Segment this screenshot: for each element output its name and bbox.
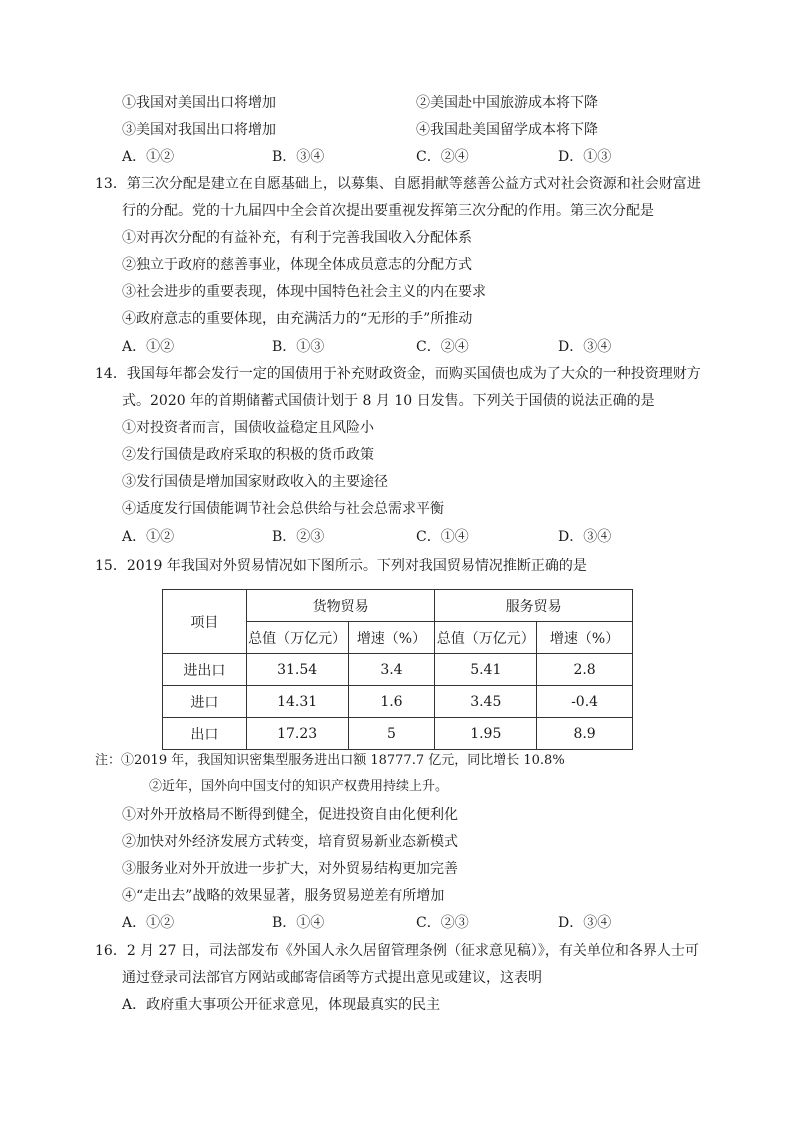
- services-total-cell: 1.95: [435, 718, 537, 750]
- q13-option-c: C．②④: [416, 339, 469, 355]
- q15-item-3: ③服务业对外开放进一步扩大，对外贸易结构更加完善: [122, 861, 458, 877]
- q12-item-2: ②美国赴中国旅游成本将下降: [416, 95, 598, 111]
- services-total-cell: 5.41: [435, 654, 537, 686]
- q13-item-1: ①对再次分配的有益补充，有利于完善我国收入分配体系: [122, 230, 472, 246]
- q15-note-1: 注：①2019 年，我国知识密集型服务进出口额 18777.7 亿元，同比增长 10.8%: [95, 753, 565, 768]
- q15-option-d: D．③④: [558, 915, 612, 931]
- q15-item-2: ②加快对外经济发展方式转变，培育贸易新业态新模式: [122, 834, 458, 850]
- q15-item-4: ④“走出去”战略的效果显著，服务贸易逆差有所增加: [122, 888, 445, 904]
- table-row: [163, 718, 633, 750]
- q14-option-b: B．②③: [272, 529, 325, 545]
- table-subheader-services-total: 总值（万亿元）: [435, 622, 537, 654]
- q12-option-a: A．①②: [122, 149, 175, 165]
- q15-note-2: ②近年，国外向中国支付的知识产权费用持续上升。: [149, 779, 449, 794]
- q12-option-c: C．②④: [416, 149, 469, 165]
- services-growth-cell: 8.9: [537, 718, 633, 750]
- q15-option-b: B．①④: [272, 915, 325, 931]
- row-label: 进出口: [163, 654, 247, 686]
- q13-stem-line-2: 行的分配。党的十九届四中全会首次提出要重视发挥第三次分配的作用。第三次分配是: [122, 203, 654, 219]
- q14-item-4: ④适度发行国债能调节社会总供给与社会总需求平衡: [122, 501, 444, 517]
- q13-option-d: D．③④: [558, 339, 612, 355]
- trade-table: [162, 589, 633, 750]
- q14-item-3: ③发行国债是增加国家财政收入的主要途径: [122, 474, 388, 490]
- table-row: [163, 686, 633, 718]
- row-label: 进口: [163, 686, 247, 718]
- q14-item-1: ①对投资者而言，国债收益稳定且风险小: [122, 420, 374, 436]
- q15-item-1: ①对外开放格局不断得到健全，促进投资自由化便利化: [122, 807, 458, 823]
- q16-option-a: A．政府重大事项公开征求意见，体现最真实的民主: [122, 997, 441, 1013]
- q15-option-c: C．②③: [416, 915, 469, 931]
- q13-option-b: B．①③: [272, 339, 325, 355]
- q13-item-3: ③社会进步的重要表现，体现中国特色社会主义的内在要求: [122, 284, 486, 300]
- services-growth-cell: 2.8: [537, 654, 633, 686]
- q12-option-d: D．①③: [558, 149, 612, 165]
- q13-option-a: A．①②: [122, 339, 175, 355]
- q16-stem-line-2: 通过登录司法部官方网站或邮寄信函等方式提出意见或建议，这表明: [122, 970, 542, 986]
- q15-stem: 15．2019 年我国对外贸易情况如下图所示。下列对我国贸易情况推断正确的是: [95, 558, 587, 574]
- goods-total-cell: 17.23: [246, 718, 348, 750]
- table-header-services: 服务贸易: [435, 590, 633, 622]
- q14-stem-line-1: 14．我国每年都会发行一定的国债用于补充财政资金，而购买国债也成为了大众的一种投资理财方: [95, 366, 701, 382]
- q14-option-d: D．③④: [558, 529, 612, 545]
- q14-item-2: ②发行国债是政府采取的积极的货币政策: [122, 447, 374, 463]
- q12-option-b: B．③④: [272, 149, 325, 165]
- q12-item-4: ④我国赴美国留学成本将下降: [416, 122, 598, 138]
- q16-stem-line-1: 16．2 月 27 日，司法部发布《外国人永久居留管理条例（征求意见稿）》，有关单位和各界人士可: [95, 943, 699, 959]
- goods-total-cell: 14.31: [246, 686, 348, 718]
- q12-item-1: ①我国对美国出口将增加: [122, 95, 276, 111]
- table-header-item: 项目: [163, 590, 247, 654]
- table-subheader-goods-growth: 增速（%）: [348, 622, 435, 654]
- table-header-goods: 货物贸易: [246, 590, 435, 622]
- q14-stem-line-2: 式。2020 年的首期储蓄式国债计划于 8 月 10 日发售。下列关于国债的说法正确的是: [122, 393, 655, 409]
- q14-option-a: A．①②: [122, 529, 175, 545]
- q13-item-4: ④政府意志的重要体现，由充满活力的“无形的手”所推动: [122, 311, 473, 327]
- goods-growth-cell: 5: [348, 718, 435, 750]
- q13-stem-line-1: 13．第三次分配是建立在自愿基础上，以募集、自愿捐献等慈善公益方式对社会资源和社会财富进: [95, 176, 701, 192]
- table-row: [163, 654, 633, 686]
- table-subheader-services-growth: 增速（%）: [537, 622, 633, 654]
- goods-total-cell: 31.54: [246, 654, 348, 686]
- goods-growth-cell: 3.4: [348, 654, 435, 686]
- q13-item-2: ②独立于政府的慈善事业，体现全体成员意志的分配方式: [122, 257, 472, 273]
- q12-item-3: ③美国对我国出口将增加: [122, 122, 276, 138]
- goods-growth-cell: 1.6: [348, 686, 435, 718]
- services-total-cell: 3.45: [435, 686, 537, 718]
- services-growth-cell: -0.4: [537, 686, 633, 718]
- q14-option-c: C．①④: [416, 529, 469, 545]
- table-subheader-goods-total: 总值（万亿元）: [246, 622, 348, 654]
- q15-option-a: A．①②: [122, 915, 175, 931]
- row-label: 出口: [163, 718, 247, 750]
